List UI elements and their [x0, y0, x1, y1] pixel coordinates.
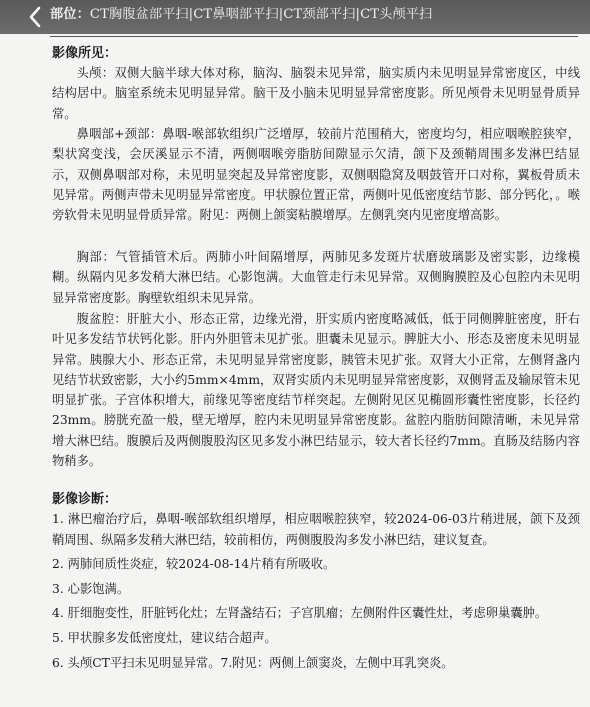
diagnosis-item: 3. 心影饱满。 [52, 581, 130, 596]
diagnosis-item: 1. 淋巴瘤治疗后，鼻咽-喉部软组织增厚，相应咽喉腔狭窄，较2024-06-03片稍进展，颌下及颈鞘周围、纵隔多发稍大淋巴结，较前相仿，两侧腹股沟多发小淋巴结，建议复查。 [52, 512, 580, 547]
diagnosis-item: 4. 肝细胞变性，肝脏钙化灶；左肾盏结石；子宫肌瘤；左侧附件区囊性灶，考虑卵巢囊肿。 [52, 606, 548, 621]
findings-nasopharynx-neck: 鼻咽部+颈部：鼻咽-喉部软组织广泛增厚，较前片范围稍大，密度均匀，相应咽喉腔狭窄，梨状窝变浅，会厌溪显示不清，两侧咽喉旁脂肪间隙显示欠清，颌下及颈鞘周围多发淋巴结显示，双侧鼻咽部对称，未见明显突起及异常密度影，双侧咽隐窝及咽鼓管开口对称，翼板骨质未见异常。两侧声带未见明显异常密度。甲状腺位置正常，两侧叶见低密度结节影、部分钙化，。喉旁软骨未见明显骨质异常。附见：两侧上颌窦粘膜增厚。左侧乳突内见密度增高影。 [52, 127, 580, 223]
findings-head: 头颅：双侧大脑半球大体对称，脑沟、脑裂未见异常，脑实质内未见明显异常密度区，中线结构居中。脑室系统未见明显异常。脑干及小脑未见明显异常密度影。所见颅骨未见明显骨质异常。 [52, 66, 580, 121]
scan-parts-label: 部位： [50, 7, 90, 22]
scan-parts-value: CT胸腹盆部平扫|CT鼻咽部平扫|CT颈部平扫|CT头颅平扫 [89, 7, 433, 22]
findings-title: 影像所见： [52, 46, 118, 61]
header-divider [50, 36, 578, 37]
diagnosis-item: 2. 两肺间质性炎症，较2024-08-14片稍有所吸收。 [52, 557, 336, 572]
scan-parts-header [50, 3, 432, 22]
diagnosis-title: 影像诊断： [52, 492, 118, 507]
diagnosis-item: 6. 头颅CT平扫未见明显异常。7.附见：两侧上颌窦炎，左侧中耳乳突炎。 [52, 655, 454, 670]
back-chevron-icon [28, 6, 42, 28]
diagnosis-item: 5. 甲状腺多发低密度灶，建议结合超声。 [52, 630, 277, 645]
top-bar [0, 0, 590, 34]
findings-chest: 胸部：气管插管术后。两肺小叶间隔增厚，两肺见多发斑片状磨玻璃影及密实影，边缘模糊。纵隔内见多发稍大淋巴结。心影饱满。大血管走行未见异常。双侧胸膜腔及心包腔内未见明显异常密度影。胸壁软组织未见异常。 [52, 250, 580, 305]
back-button[interactable] [22, 4, 48, 30]
findings-abdomen-pelvis: 腹盆腔：肝脏大小、形态正常，边缘光滑，肝实质内密度略减低，低于同侧脾脏密度，肝右叶见多发结节状钙化影。肝内外胆管未见扩张。胆囊未见显示。脾脏大小、形态及密度未见明显异常。胰腺大小、形态正常，未见明显异常密度影，胰管未见扩张。双肾大小正常，左侧肾盏内见结节状致密影，大小约5mm×4mm，双肾实质内未见明显异常密度影，双侧肾盂及输尿管未见明显扩张。子宫体积增大，前缘见等密度结节样突起。左侧附见区见椭圆形囊性密度影，长径约23mm。膀胱充盈一般，壁无增厚，腔内未见明显异常密度影。盆腔内脂肪间隙清晰，未见异常增大淋巴结。腹膜后及两侧腹股沟区见多发小淋巴结显示，较大者长径约7mm。直肠及结肠内容物稍多。 [52, 312, 580, 469]
diagnosis-list [52, 509, 580, 677]
